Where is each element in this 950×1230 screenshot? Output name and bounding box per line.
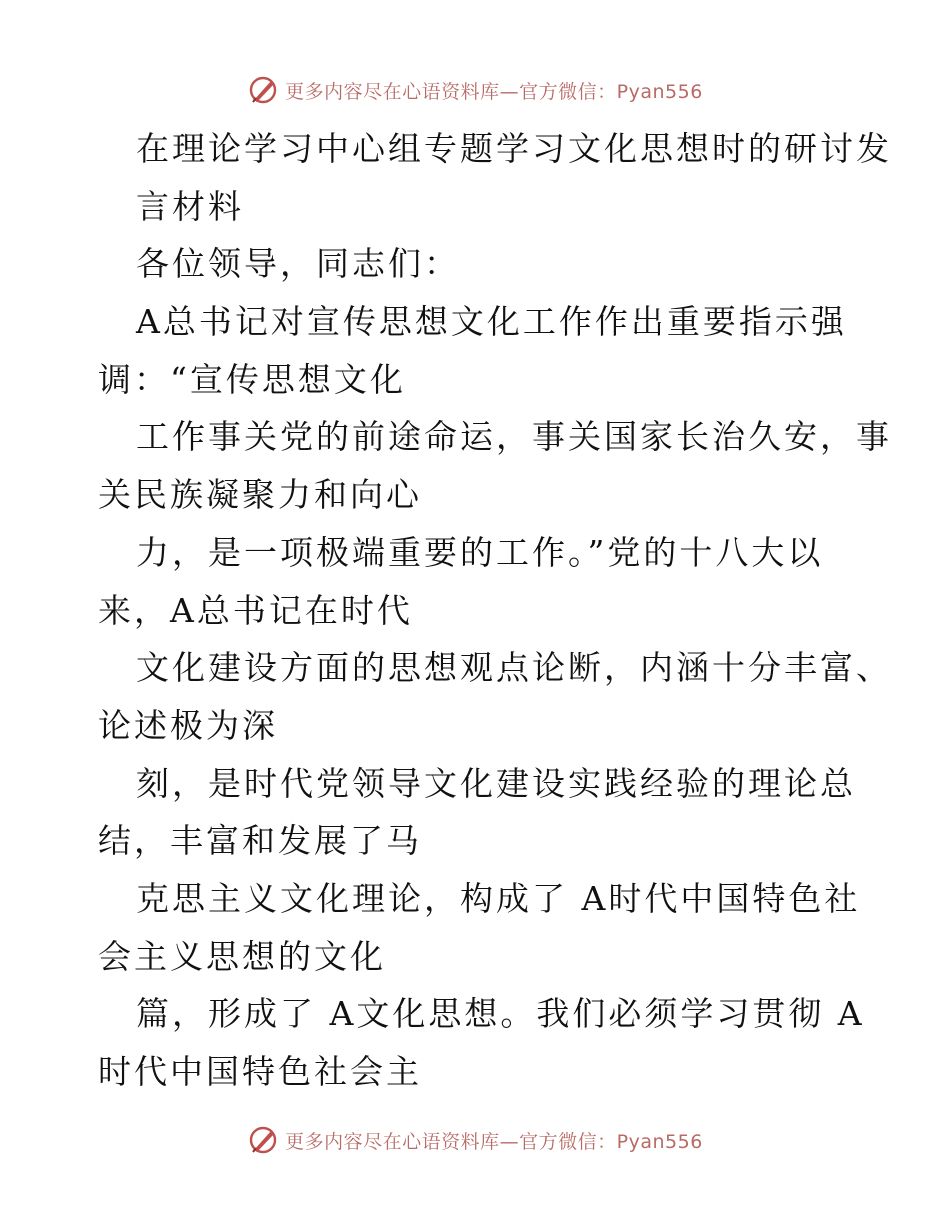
footer-banner-text: 更多内容尽在心语资料库—官方微信：Pyan556: [285, 1130, 703, 1153]
quill-pen-circle-icon: [247, 74, 279, 106]
text-line: 文化建设方面的思想观点论断，内涵十分丰富、: [136, 648, 892, 688]
text-line: 各位领导，同志们：: [136, 244, 460, 284]
text-line: 在理论学习中心组专题学习文化思想时的研讨发: [136, 129, 892, 168]
header-banner: [0, 70, 950, 110]
text-line: 刻，是时代党领导文化建设实践经验的理论总: [136, 763, 856, 803]
quill-pen-circle-icon: [247, 1124, 279, 1156]
text-line: 时代中国特色社会主: [98, 1052, 422, 1091]
text-line: 来，A总书记在时代: [98, 590, 413, 630]
header-banner-text: 更多内容尽在心语资料库—官方微信：Pyan556: [285, 80, 703, 103]
text-line: 工作事关党的前途命运，事关国家长治久安，事: [136, 417, 892, 457]
text-line: A总书记对宣传思想文化工作作出重要指示强: [136, 302, 847, 342]
text-line: 篇，形成了 A文化思想。我们必须学习贯彻 A: [136, 994, 865, 1034]
footer-banner: [0, 1120, 950, 1160]
text-line: 克思主义文化理论，构成了 A时代中国特色社: [136, 878, 861, 918]
text-line: 论述极为深: [98, 705, 278, 745]
text-line: 调：“宣传思想文化: [98, 359, 406, 399]
text-line: 力，是一项极端重要的工作。”党的十八大以: [136, 532, 824, 572]
document-body: [98, 120, 892, 1101]
text-line: 结，丰富和发展了马: [98, 821, 422, 861]
text-line: 会主义思想的文化: [98, 936, 386, 976]
text-line: 言材料: [136, 186, 244, 226]
text-line: 关民族凝聚力和向心: [98, 475, 422, 515]
